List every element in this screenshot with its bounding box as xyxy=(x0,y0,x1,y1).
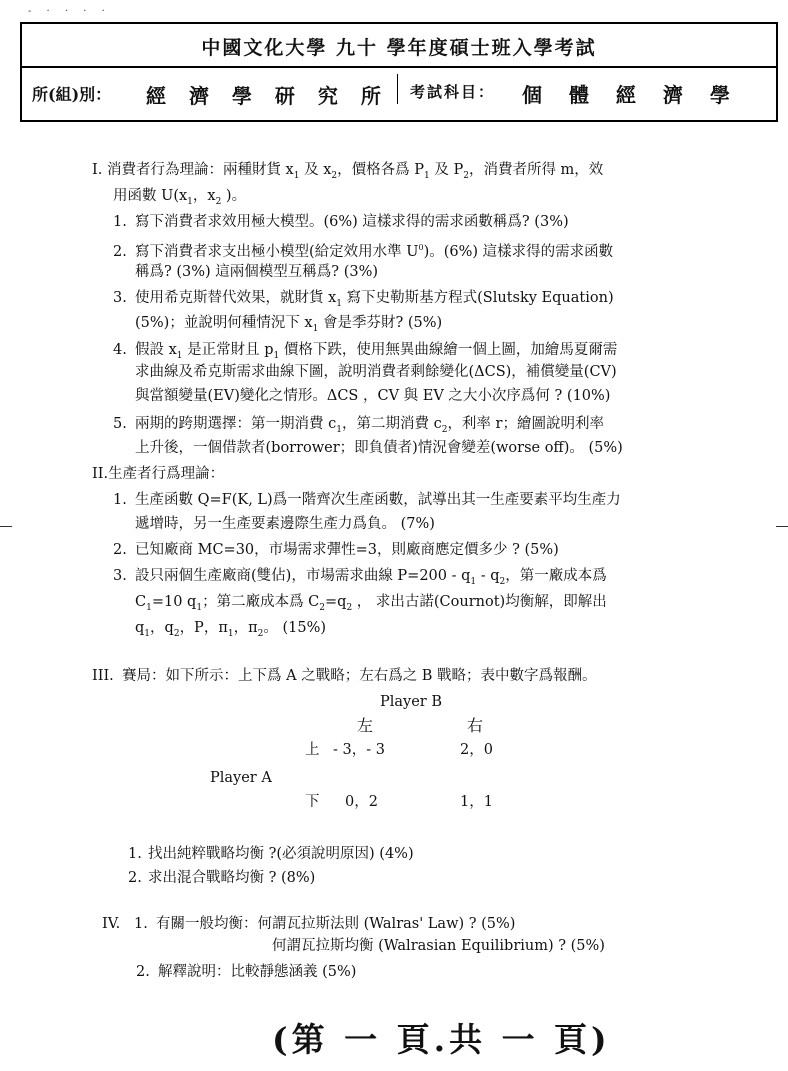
section-1-numeral: I. xyxy=(92,162,103,178)
section-2-title: II.生產者行爲理論： xyxy=(92,466,225,482)
subject-value: 個 體 經 濟 學 xyxy=(522,83,740,107)
question-1-2: 2. 寫下消費者求支出極小模型(給定效用水準 $U^0$)。(6%) 這樣求得的需求函數 xyxy=(113,243,614,260)
question-2-1-line2: 遞增時，另一生產要素邊際生產力爲負。 (7%) xyxy=(135,516,435,532)
column-left-label: 左 xyxy=(357,716,374,735)
payoff-up-left: - 3，- 3 xyxy=(333,742,385,758)
player-b-label: Player B xyxy=(380,694,443,710)
row-down-label: 下 xyxy=(305,794,320,810)
department-value: 經 濟 學 研 究 所 xyxy=(146,84,389,108)
question-1-4-line3: 與當額變量(EV)變化之情形。ΔCS ，CV 與 EV 之大小次序爲何 ? (10%) xyxy=(135,388,611,404)
section-1-intro-line2: 用函數 $U(x_1$，$x_2$ )。 xyxy=(113,188,247,207)
question-1-2-line2: 稱爲? (3%) 這兩個模型互稱爲? (3%) xyxy=(135,264,379,280)
player-a-label: Player A xyxy=(210,770,272,786)
section-3-intro: III. 賽局：如下所示：上下爲 A 之戰略；左右爲之 B 戰略；表中數字爲報酬。 xyxy=(92,668,597,684)
question-1-4: 4. 假設 $x_1$ 是正常財且 $p_1$ 價格下跌，使用無異曲線繪一個上圖，加繪馬夏爾需 xyxy=(113,342,618,361)
exam-title: 中國文化大學 九十 學年度碩士班入學考試 xyxy=(201,37,597,59)
question-4-2: 2. 解釋說明：比較靜態涵義 (5%) xyxy=(136,964,357,980)
column-right-label: 右 xyxy=(467,716,484,735)
department-label: 所(組)別： xyxy=(32,85,112,104)
exam-header xyxy=(20,22,778,122)
payoff-down-left: 0，2 xyxy=(345,794,378,810)
payoff-down-right: 1，1 xyxy=(460,794,493,810)
subject-label: 考試科目： xyxy=(410,83,496,101)
question-2-3-line2: $C_1=10$ $q_1$；第二廠成本爲 $C_2=q_2$ ， 求出古諾(Cournot)均衡解，即解出 xyxy=(135,594,607,613)
page-footer: (第 一 頁.共 一 頁) xyxy=(272,1020,611,1059)
scan-edge-mark xyxy=(776,526,788,527)
question-2-3: 3. 設只兩個生產廠商(雙佔)，市場需求曲線 $P=200 - q_1 - q_2$，第一廠成本爲 xyxy=(113,568,607,587)
question-1-5-line2: 上升後，一個借款者(borrower；即負債者)情況會變差(worse off)。 (5%) xyxy=(135,440,623,456)
question-1-4-line2: 求曲線及希克斯需求曲線下圖，說明消費者剩餘變化(ΔCS)，補償變量(CV) xyxy=(135,364,617,380)
question-1-5: 5. 兩期的跨期選擇：第一期消費 $c_1$，第二期消費 $c_2$，利率 r；繪圖說明利率 xyxy=(113,416,604,435)
question-2-2: 2. 已知廠商 MC=30，市場需求彈性=3，則廠商應定價多少 ? (5%) xyxy=(113,542,559,558)
question-3-2: 2. 求出混合戰略均衡 ? (8%) xyxy=(128,870,316,886)
row-up-label: 上 xyxy=(305,742,320,758)
question-1-3-line2: (5%)；並說明何種情況下 $x_1$ 會是季芬財? (5%) xyxy=(135,315,443,334)
header-vertical-divider xyxy=(397,74,398,104)
header-divider xyxy=(22,66,776,68)
section-1-intro: I. 消費者行為理論：兩種財貨 $x_1$ 及 $x_2$，價格各爲 $P_1$ 及 $P_2$，消費者所得 m，效 xyxy=(92,162,604,181)
question-1-3: 3. 使用希克斯替代效果，就財貨 $x_1$ 寫下史勒斯基方程式(Slutsky Equation) xyxy=(113,290,614,309)
question-2-1: 1. 生產函數 Q=F(K, L)爲一階齊次生產函數，試導出其一生產要素平均生產力 xyxy=(113,492,621,508)
question-4-1: IV. 1. 有關一般均衡：何謂瓦拉斯法則 (Walras' Law) ? (5%) xyxy=(102,916,516,932)
payoff-up-right: 2，0 xyxy=(460,742,493,758)
question-2-3-line3: $q_1$，$q_2$，P，$\pi_1$，$\pi_2$。 (15%) xyxy=(135,620,327,639)
scan-top-marks: - · · · · xyxy=(28,6,111,17)
question-4-1-line2: 何謂瓦拉斯均衡 (Walrasian Equilibrium) ? (5%) xyxy=(272,938,605,954)
scan-edge-mark xyxy=(0,526,12,527)
question-3-1: 1. 找出純粹戰略均衡 ?(必須說明原因) (4%) xyxy=(128,846,414,862)
question-1-1: 1. 寫下消費者求效用極大模型。(6%) 這樣求得的需求函數稱爲? (3%) xyxy=(113,214,569,230)
